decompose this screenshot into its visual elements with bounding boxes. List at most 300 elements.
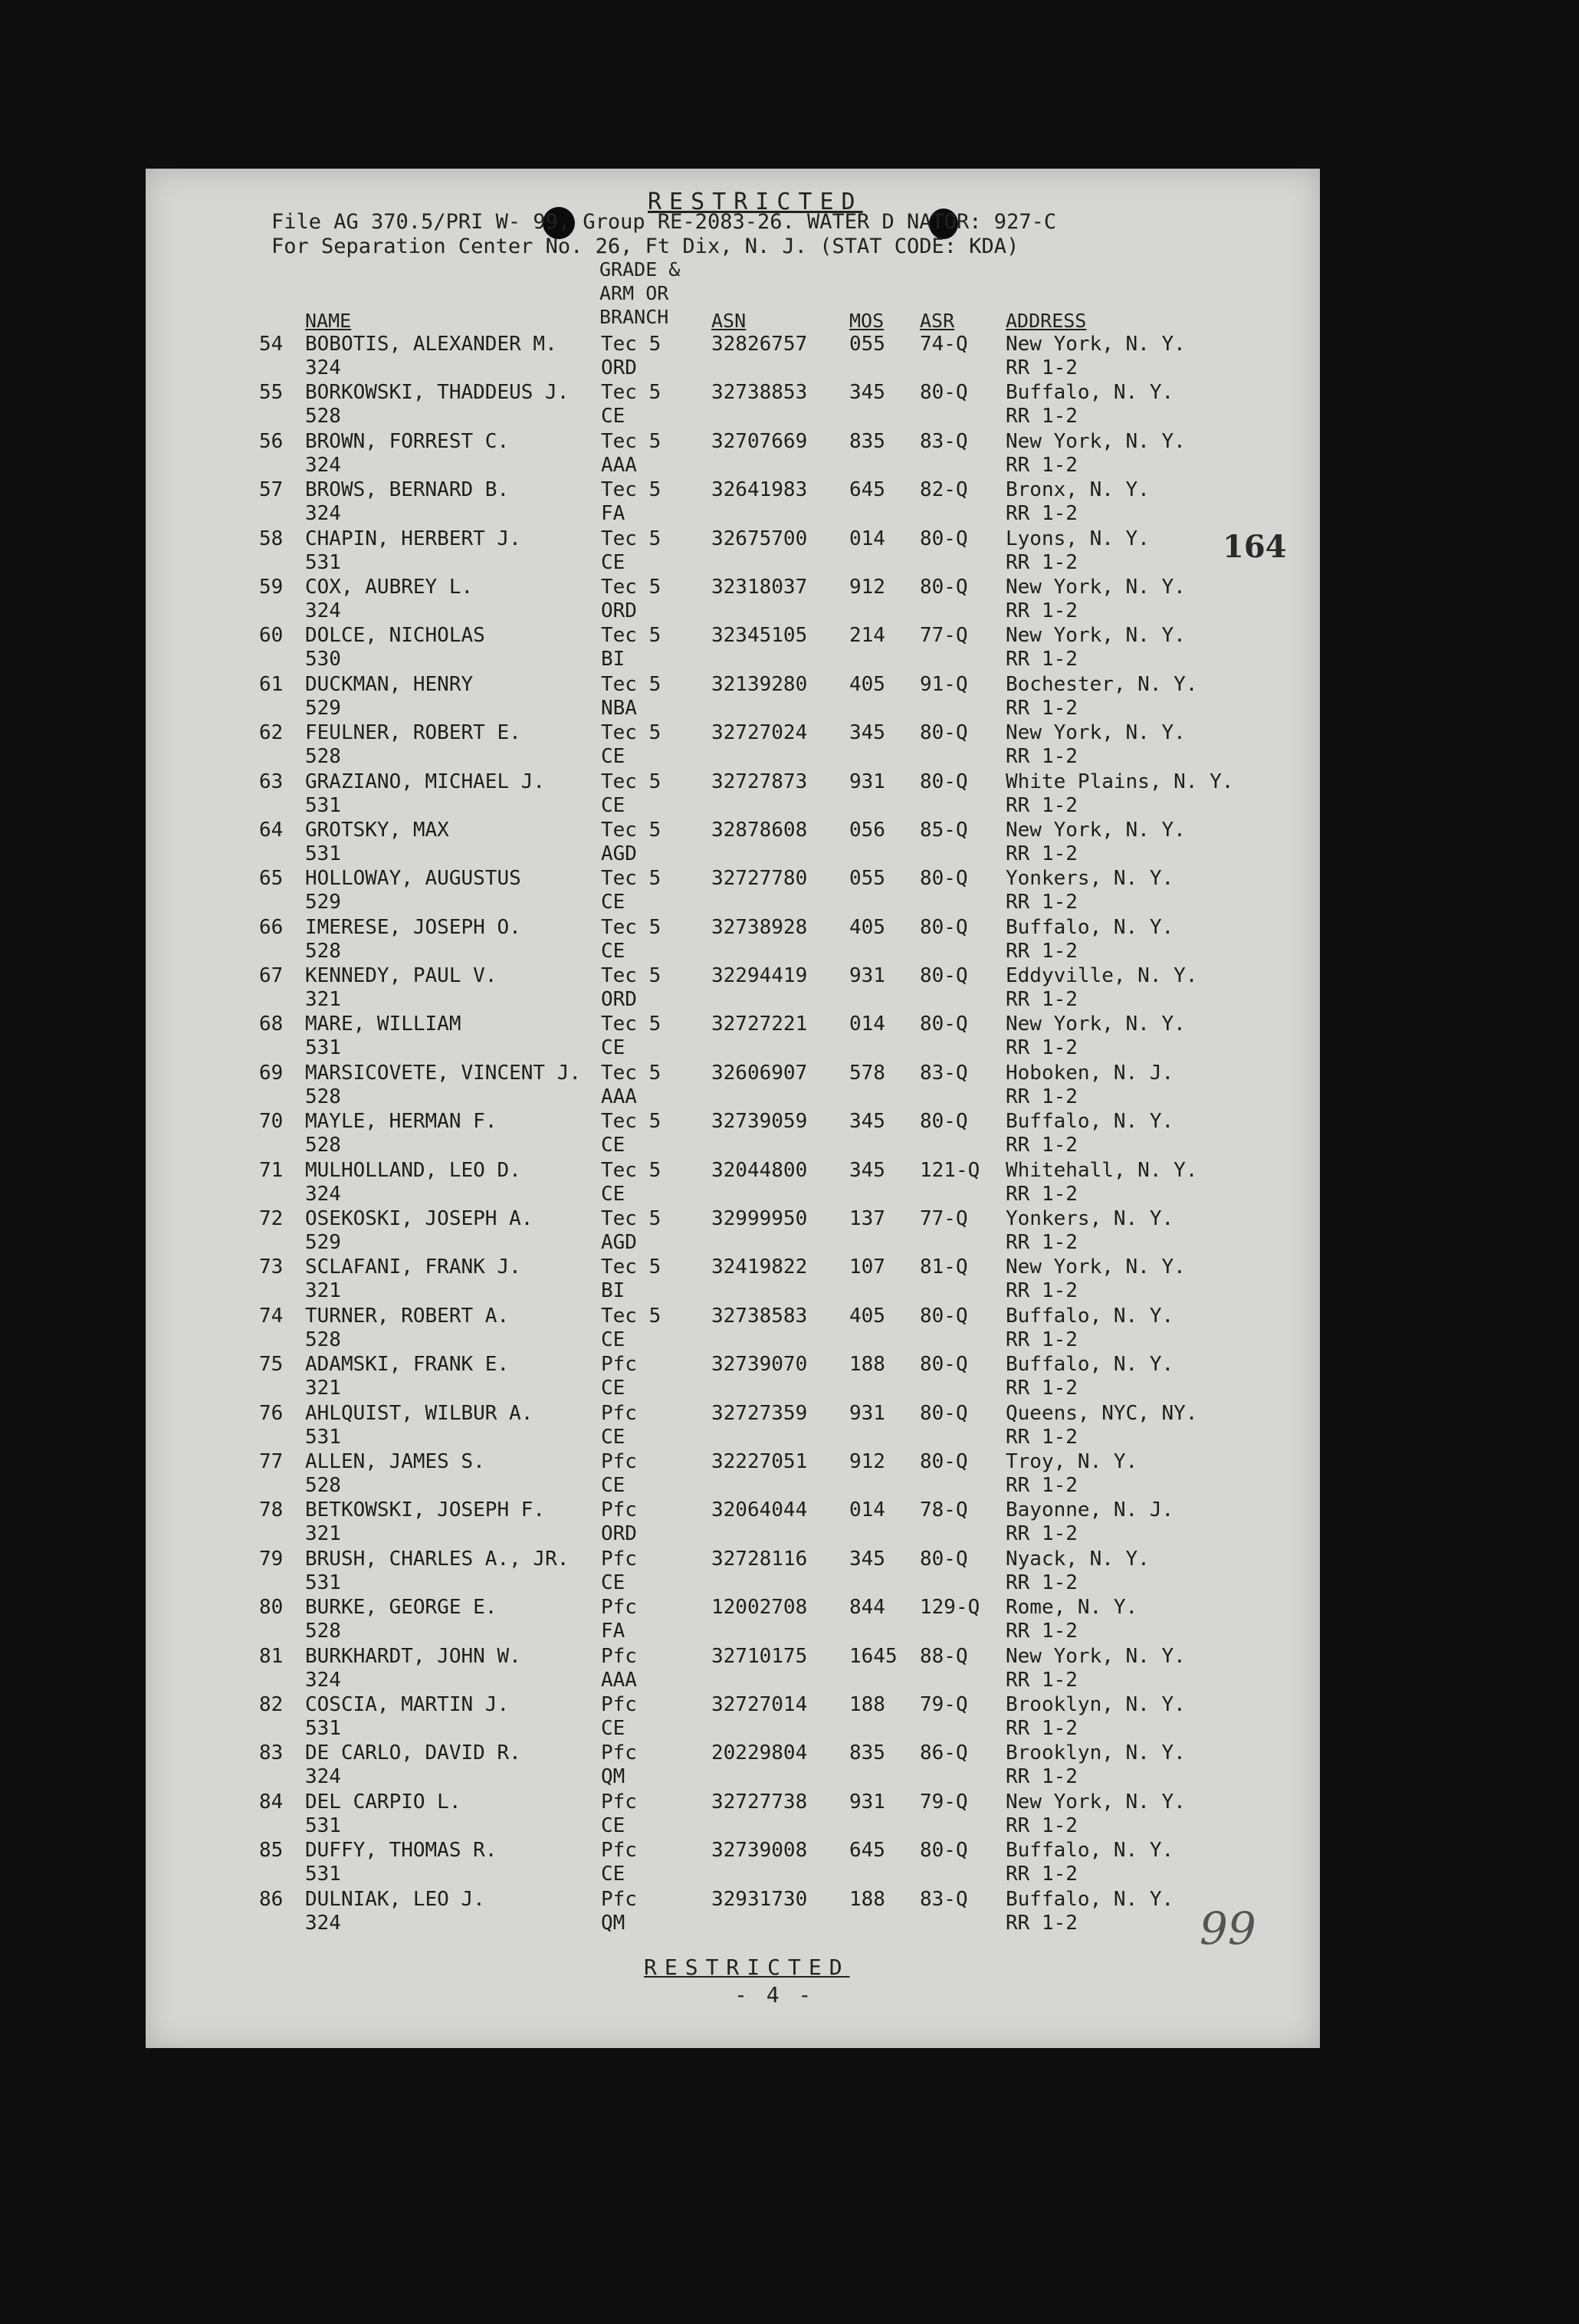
row-number: 68 bbox=[259, 1013, 284, 1036]
rr-code: RR 1-2 bbox=[1006, 1911, 1078, 1935]
table-row bbox=[146, 1741, 1320, 1790]
table-row bbox=[146, 1450, 1320, 1498]
mos: 345 bbox=[849, 1110, 885, 1134]
rr-code: RR 1-2 bbox=[1006, 1473, 1078, 1497]
asr-score: 81-Q bbox=[920, 1256, 968, 1279]
grade: Tec 5 bbox=[601, 1158, 661, 1182]
grade: Tec 5 bbox=[601, 964, 661, 988]
asr-score: 78-Q bbox=[920, 1498, 968, 1522]
rr-code: RR 1-2 bbox=[1006, 891, 1078, 914]
code-number: 531 bbox=[305, 1571, 341, 1594]
serial-number: 32345105 bbox=[711, 624, 808, 648]
address: New York, N. Y. bbox=[1006, 575, 1186, 599]
mos: 835 bbox=[849, 429, 885, 453]
table-row bbox=[146, 624, 1320, 672]
address: Buffalo, N. Y. bbox=[1006, 381, 1174, 405]
classification-header: RESTRICTED bbox=[648, 189, 863, 215]
asr-score: 80-Q bbox=[920, 575, 968, 599]
separation-center-line: For Separation Center No. 26, Ft Dix, N. J. (STAT CODE: KDA) bbox=[271, 235, 1019, 258]
row-number: 56 bbox=[259, 429, 284, 453]
asr-score: 77-Q bbox=[920, 1207, 968, 1231]
code-number: 321 bbox=[305, 1377, 341, 1400]
asr-score: 79-Q bbox=[920, 1692, 968, 1716]
asr-score: 85-Q bbox=[920, 818, 968, 842]
table-row bbox=[146, 916, 1320, 964]
soldier-name: GRAZIANO, MICHAEL J. bbox=[305, 770, 546, 793]
code-number: 531 bbox=[305, 793, 341, 817]
serial-number: 32738583 bbox=[711, 1304, 808, 1328]
address: Buffalo, N. Y. bbox=[1006, 1839, 1174, 1863]
asr-score: 80-Q bbox=[920, 1013, 968, 1036]
mos: 844 bbox=[849, 1596, 885, 1620]
table-row bbox=[146, 1402, 1320, 1450]
soldier-name: DUFFY, THOMAS R. bbox=[305, 1839, 497, 1863]
address: New York, N. Y. bbox=[1006, 624, 1186, 648]
asr-score: 83-Q bbox=[920, 429, 968, 453]
serial-number: 32727014 bbox=[711, 1692, 808, 1716]
row-number: 79 bbox=[259, 1547, 284, 1571]
grade: Tec 5 bbox=[601, 770, 661, 793]
asr-score: 80-Q bbox=[920, 1449, 968, 1473]
table-row bbox=[146, 381, 1320, 429]
row-number: 80 bbox=[259, 1596, 284, 1620]
arm-or-branch: ORD bbox=[601, 599, 637, 622]
asr-score: 74-Q bbox=[920, 333, 968, 356]
asr-score: 80-Q bbox=[920, 381, 968, 405]
mos: 645 bbox=[849, 1839, 885, 1863]
grade: Tec 5 bbox=[601, 721, 661, 745]
file-reference-line: File AG 370.5/PRI W- 99, Group RE-2083-26. WATER D NATOR: 927-C bbox=[271, 210, 1057, 234]
handwritten-note: 99 bbox=[1200, 1902, 1256, 1955]
rr-code: RR 1-2 bbox=[1006, 1425, 1078, 1449]
grade: Pfc bbox=[601, 1353, 637, 1377]
address: Yonkers, N. Y. bbox=[1006, 867, 1174, 891]
mos: 405 bbox=[849, 915, 885, 939]
arm-or-branch: AAA bbox=[601, 453, 637, 477]
table-row bbox=[146, 430, 1320, 478]
grade: Pfc bbox=[601, 1401, 637, 1425]
table-row bbox=[146, 964, 1320, 1013]
arm-or-branch: QM bbox=[601, 1911, 625, 1935]
code-number: 531 bbox=[305, 550, 341, 574]
mos: 188 bbox=[849, 1692, 885, 1716]
address: Buffalo, N. Y. bbox=[1006, 915, 1174, 939]
column-header-name: NAME bbox=[305, 310, 352, 332]
code-number: 324 bbox=[305, 1182, 341, 1206]
mos: 055 bbox=[849, 333, 885, 356]
address: Whitehall, N. Y. bbox=[1006, 1158, 1198, 1182]
serial-number: 32727873 bbox=[711, 770, 808, 793]
rr-code: RR 1-2 bbox=[1006, 842, 1078, 865]
code-number: 531 bbox=[305, 1036, 341, 1060]
address: New York, N. Y. bbox=[1006, 1256, 1186, 1279]
grade: Tec 5 bbox=[601, 672, 661, 696]
row-number: 54 bbox=[259, 333, 284, 356]
code-number: 324 bbox=[305, 1911, 341, 1935]
arm-or-branch: CE bbox=[601, 1716, 625, 1740]
grade: Tec 5 bbox=[601, 1061, 661, 1085]
rr-code: RR 1-2 bbox=[1006, 1085, 1078, 1108]
mos: 931 bbox=[849, 770, 885, 793]
table-row bbox=[146, 770, 1320, 819]
table-row bbox=[146, 1062, 1320, 1110]
document-page bbox=[146, 169, 1320, 2048]
rr-code: RR 1-2 bbox=[1006, 1377, 1078, 1400]
asr-score: 83-Q bbox=[920, 1887, 968, 1911]
address: Buffalo, N. Y. bbox=[1006, 1887, 1174, 1911]
soldier-name: BORKOWSKI, THADDEUS J. bbox=[305, 381, 570, 405]
mos: 345 bbox=[849, 1547, 885, 1571]
serial-number: 32419822 bbox=[711, 1256, 808, 1279]
rr-code: RR 1-2 bbox=[1006, 1182, 1078, 1206]
mos: 912 bbox=[849, 575, 885, 599]
row-number: 70 bbox=[259, 1110, 284, 1134]
row-number: 78 bbox=[259, 1498, 284, 1522]
asr-score: 80-Q bbox=[920, 915, 968, 939]
soldier-name: BURKHARDT, JOHN W. bbox=[305, 1644, 521, 1668]
grade: Pfc bbox=[601, 1692, 637, 1716]
table-row bbox=[146, 819, 1320, 867]
code-number: 321 bbox=[305, 1522, 341, 1546]
code-number: 528 bbox=[305, 1473, 341, 1497]
row-number: 66 bbox=[259, 915, 284, 939]
serial-number: 32727738 bbox=[711, 1790, 808, 1814]
table-row bbox=[146, 867, 1320, 915]
address: Brooklyn, N. Y. bbox=[1006, 1741, 1186, 1765]
address: Hoboken, N. J. bbox=[1006, 1061, 1174, 1085]
grade-header-line1: GRADE & bbox=[599, 258, 681, 281]
mos: 188 bbox=[849, 1353, 885, 1377]
serial-number: 32606907 bbox=[711, 1061, 808, 1085]
serial-number: 32826757 bbox=[711, 333, 808, 356]
asr-score: 80-Q bbox=[920, 1401, 968, 1425]
rr-code: RR 1-2 bbox=[1006, 745, 1078, 769]
serial-number: 32064044 bbox=[711, 1498, 808, 1522]
row-number: 58 bbox=[259, 527, 284, 550]
asr-score: 83-Q bbox=[920, 1061, 968, 1085]
code-number: 531 bbox=[305, 1716, 341, 1740]
grade: Pfc bbox=[601, 1547, 637, 1571]
table-row bbox=[146, 1693, 1320, 1741]
serial-number: 32727780 bbox=[711, 867, 808, 891]
arm-or-branch: CE bbox=[601, 939, 625, 963]
address: Bayonne, N. J. bbox=[1006, 1498, 1174, 1522]
rr-code: RR 1-2 bbox=[1006, 1863, 1078, 1886]
address: Buffalo, N. Y. bbox=[1006, 1304, 1174, 1328]
asr-score: 80-Q bbox=[920, 770, 968, 793]
row-number: 75 bbox=[259, 1353, 284, 1377]
asr-score: 88-Q bbox=[920, 1644, 968, 1668]
soldier-name: MAYLE, HERMAN F. bbox=[305, 1110, 497, 1134]
grade: Pfc bbox=[601, 1741, 637, 1765]
table-row bbox=[146, 1645, 1320, 1693]
arm-or-branch: AGD bbox=[601, 842, 637, 865]
arm-or-branch: CE bbox=[601, 1863, 625, 1886]
arm-or-branch: CE bbox=[601, 1377, 625, 1400]
table-row bbox=[146, 1353, 1320, 1401]
mos: 345 bbox=[849, 1158, 885, 1182]
asr-score: 80-Q bbox=[920, 964, 968, 988]
arm-or-branch: CE bbox=[601, 1571, 625, 1594]
serial-number: 32675700 bbox=[711, 527, 808, 550]
grade: Tec 5 bbox=[601, 1304, 661, 1328]
asr-score: 129-Q bbox=[920, 1596, 980, 1620]
mos: 137 bbox=[849, 1207, 885, 1231]
arm-or-branch: NBA bbox=[601, 696, 637, 720]
arm-or-branch: CE bbox=[601, 1134, 625, 1157]
rr-code: RR 1-2 bbox=[1006, 550, 1078, 574]
soldier-name: OSEKOSKI, JOSEPH A. bbox=[305, 1207, 533, 1231]
address: Brooklyn, N. Y. bbox=[1006, 1692, 1186, 1716]
serial-number: 32931730 bbox=[711, 1887, 808, 1911]
rr-code: RR 1-2 bbox=[1006, 1231, 1078, 1255]
grade: Pfc bbox=[601, 1449, 637, 1473]
code-number: 528 bbox=[305, 405, 341, 428]
code-number: 324 bbox=[305, 502, 341, 526]
arm-or-branch: ORD bbox=[601, 988, 637, 1012]
address: White Plains, N. Y. bbox=[1006, 770, 1234, 793]
row-number: 76 bbox=[259, 1401, 284, 1425]
mos: 645 bbox=[849, 478, 885, 502]
code-number: 531 bbox=[305, 842, 341, 865]
arm-or-branch: BI bbox=[601, 648, 625, 671]
row-number: 61 bbox=[259, 672, 284, 696]
asr-score: 80-Q bbox=[920, 527, 968, 550]
soldier-name: CHAPIN, HERBERT J. bbox=[305, 527, 521, 550]
rr-code: RR 1-2 bbox=[1006, 1328, 1078, 1351]
soldier-name: IMERESE, JOSEPH O. bbox=[305, 915, 521, 939]
row-number: 86 bbox=[259, 1887, 284, 1911]
row-number: 62 bbox=[259, 721, 284, 745]
table-row bbox=[146, 1548, 1320, 1596]
serial-number: 32999950 bbox=[711, 1207, 808, 1231]
row-number: 67 bbox=[259, 964, 284, 988]
asr-score: 91-Q bbox=[920, 672, 968, 696]
mos: 014 bbox=[849, 527, 885, 550]
address: Yonkers, N. Y. bbox=[1006, 1207, 1174, 1231]
arm-or-branch: ORD bbox=[601, 356, 637, 379]
rr-code: RR 1-2 bbox=[1006, 1814, 1078, 1837]
arm-or-branch: ORD bbox=[601, 1522, 637, 1546]
table-row bbox=[146, 673, 1320, 721]
arm-or-branch: BI bbox=[601, 1279, 625, 1303]
page-number: - 4 - bbox=[734, 1982, 815, 2007]
soldier-name: DEL CARPIO L. bbox=[305, 1790, 461, 1814]
asr-score: 80-Q bbox=[920, 1839, 968, 1863]
soldier-name: BETKOWSKI, JOSEPH F. bbox=[305, 1498, 546, 1522]
soldier-name: DULNIAK, LEO J. bbox=[305, 1887, 485, 1911]
mos: 931 bbox=[849, 964, 885, 988]
arm-or-branch: CE bbox=[601, 891, 625, 914]
row-number: 57 bbox=[259, 478, 284, 502]
asr-score: 121-Q bbox=[920, 1158, 980, 1182]
address: Bochester, N. Y. bbox=[1006, 672, 1198, 696]
soldier-name: ADAMSKI, FRANK E. bbox=[305, 1353, 510, 1377]
grade: Tec 5 bbox=[601, 818, 661, 842]
soldier-name: COSCIA, MARTIN J. bbox=[305, 1692, 510, 1716]
address: Queens, NYC, NY. bbox=[1006, 1401, 1198, 1425]
mos: 188 bbox=[849, 1887, 885, 1911]
code-number: 531 bbox=[305, 1863, 341, 1886]
grade-header-line2: ARM OR bbox=[599, 282, 669, 304]
column-header-mos: MOS bbox=[849, 310, 885, 332]
mos: 214 bbox=[849, 624, 885, 648]
arm-or-branch: CE bbox=[601, 1473, 625, 1497]
serial-number: 12002708 bbox=[711, 1596, 808, 1620]
row-number: 77 bbox=[259, 1449, 284, 1473]
mos: 405 bbox=[849, 1304, 885, 1328]
code-number: 321 bbox=[305, 1279, 341, 1303]
table-row bbox=[146, 1498, 1320, 1547]
code-number: 324 bbox=[305, 599, 341, 622]
rr-code: RR 1-2 bbox=[1006, 1668, 1078, 1692]
soldier-name: BROWS, BERNARD B. bbox=[305, 478, 510, 502]
mos: 055 bbox=[849, 867, 885, 891]
serial-number: 32318037 bbox=[711, 575, 808, 599]
serial-number: 32739059 bbox=[711, 1110, 808, 1134]
roster-table bbox=[146, 333, 1320, 1936]
code-number: 528 bbox=[305, 1134, 341, 1157]
mos: 578 bbox=[849, 1061, 885, 1085]
serial-number: 32738853 bbox=[711, 381, 808, 405]
soldier-name: DUCKMAN, HENRY bbox=[305, 672, 474, 696]
arm-or-branch: CE bbox=[601, 745, 625, 769]
grade: Tec 5 bbox=[601, 915, 661, 939]
serial-number: 32294419 bbox=[711, 964, 808, 988]
grade-header-line3: BRANCH bbox=[599, 306, 669, 328]
row-number: 84 bbox=[259, 1790, 284, 1814]
rr-code: RR 1-2 bbox=[1006, 356, 1078, 379]
serial-number: 32710175 bbox=[711, 1644, 808, 1668]
serial-number: 32728116 bbox=[711, 1547, 808, 1571]
grade: Pfc bbox=[601, 1839, 637, 1863]
soldier-name: ALLEN, JAMES S. bbox=[305, 1449, 485, 1473]
asr-score: 80-Q bbox=[920, 1110, 968, 1134]
rr-code: RR 1-2 bbox=[1006, 1522, 1078, 1546]
code-number: 530 bbox=[305, 648, 341, 671]
row-number: 72 bbox=[259, 1207, 284, 1231]
soldier-name: DE CARLO, DAVID R. bbox=[305, 1741, 521, 1765]
grade: Tec 5 bbox=[601, 575, 661, 599]
mos: 056 bbox=[849, 818, 885, 842]
serial-number: 32707669 bbox=[711, 429, 808, 453]
rr-code: RR 1-2 bbox=[1006, 793, 1078, 817]
grade: Tec 5 bbox=[601, 429, 661, 453]
code-number: 528 bbox=[305, 1620, 341, 1643]
table-row bbox=[146, 1207, 1320, 1256]
mos: 1645 bbox=[849, 1644, 898, 1668]
code-number: 529 bbox=[305, 1231, 341, 1255]
grade: Tec 5 bbox=[601, 381, 661, 405]
address: Troy, N. Y. bbox=[1006, 1449, 1138, 1473]
soldier-name: GROTSKY, MAX bbox=[305, 818, 449, 842]
address: New York, N. Y. bbox=[1006, 429, 1186, 453]
column-header-asr: ASR bbox=[920, 310, 955, 332]
soldier-name: BRUSH, CHARLES A., JR. bbox=[305, 1547, 570, 1571]
soldier-name: SCLAFANI, FRANK J. bbox=[305, 1256, 521, 1279]
row-number: 81 bbox=[259, 1644, 284, 1668]
rr-code: RR 1-2 bbox=[1006, 1620, 1078, 1643]
code-number: 528 bbox=[305, 939, 341, 963]
address: Buffalo, N. Y. bbox=[1006, 1353, 1174, 1377]
code-number: 529 bbox=[305, 696, 341, 720]
arm-or-branch: AAA bbox=[601, 1085, 637, 1108]
asr-score: 86-Q bbox=[920, 1741, 968, 1765]
address: New York, N. Y. bbox=[1006, 333, 1186, 356]
soldier-name: MARSICOVETE, VINCENT J. bbox=[305, 1061, 582, 1085]
row-number: 64 bbox=[259, 818, 284, 842]
address: Buffalo, N. Y. bbox=[1006, 1110, 1174, 1134]
address: New York, N. Y. bbox=[1006, 721, 1186, 745]
arm-or-branch: FA bbox=[601, 1620, 625, 1643]
arm-or-branch: CE bbox=[601, 1328, 625, 1351]
code-number: 528 bbox=[305, 745, 341, 769]
table-row bbox=[146, 576, 1320, 624]
mos: 014 bbox=[849, 1013, 885, 1036]
address: New York, N. Y. bbox=[1006, 1790, 1186, 1814]
rr-code: RR 1-2 bbox=[1006, 1716, 1078, 1740]
serial-number: 32738928 bbox=[711, 915, 808, 939]
row-number: 71 bbox=[259, 1158, 284, 1182]
soldier-name: BURKE, GEORGE E. bbox=[305, 1596, 497, 1620]
grade: Pfc bbox=[601, 1790, 637, 1814]
row-number: 83 bbox=[259, 1741, 284, 1765]
arm-or-branch: CE bbox=[601, 1182, 625, 1206]
code-number: 531 bbox=[305, 1814, 341, 1837]
code-number: 531 bbox=[305, 1425, 341, 1449]
rr-code: RR 1-2 bbox=[1006, 453, 1078, 477]
table-row bbox=[146, 721, 1320, 770]
grade: Pfc bbox=[601, 1498, 637, 1522]
row-number: 73 bbox=[259, 1256, 284, 1279]
mos: 405 bbox=[849, 672, 885, 696]
serial-number: 32739008 bbox=[711, 1839, 808, 1863]
rr-code: RR 1-2 bbox=[1006, 939, 1078, 963]
serial-number: 32727359 bbox=[711, 1401, 808, 1425]
row-number: 65 bbox=[259, 867, 284, 891]
asr-score: 80-Q bbox=[920, 867, 968, 891]
table-row bbox=[146, 1839, 1320, 1887]
arm-or-branch: FA bbox=[601, 502, 625, 526]
arm-or-branch: AAA bbox=[601, 1668, 637, 1692]
column-header-address: ADDRESS bbox=[1006, 310, 1087, 332]
rr-code: RR 1-2 bbox=[1006, 502, 1078, 526]
soldier-name: KENNEDY, PAUL V. bbox=[305, 964, 497, 988]
soldier-name: FEULNER, ROBERT E. bbox=[305, 721, 521, 745]
serial-number: 32739070 bbox=[711, 1353, 808, 1377]
grade: Tec 5 bbox=[601, 1256, 661, 1279]
mos: 835 bbox=[849, 1741, 885, 1765]
code-number: 324 bbox=[305, 356, 341, 379]
table-row bbox=[146, 1256, 1320, 1304]
soldier-name: COX, AUBREY L. bbox=[305, 575, 474, 599]
serial-number: 20229804 bbox=[711, 1741, 808, 1765]
code-number: 324 bbox=[305, 453, 341, 477]
table-row bbox=[146, 1159, 1320, 1207]
table-row bbox=[146, 1791, 1320, 1839]
serial-number: 32727024 bbox=[711, 721, 808, 745]
mos: 345 bbox=[849, 381, 885, 405]
address: Lyons, N. Y. bbox=[1006, 527, 1150, 550]
row-number: 63 bbox=[259, 770, 284, 793]
asr-score: 80-Q bbox=[920, 721, 968, 745]
address: New York, N. Y. bbox=[1006, 818, 1186, 842]
asr-score: 82-Q bbox=[920, 478, 968, 502]
rr-code: RR 1-2 bbox=[1006, 1134, 1078, 1157]
address: New York, N. Y. bbox=[1006, 1644, 1186, 1668]
table-row bbox=[146, 1110, 1320, 1158]
grade: Tec 5 bbox=[601, 1110, 661, 1134]
